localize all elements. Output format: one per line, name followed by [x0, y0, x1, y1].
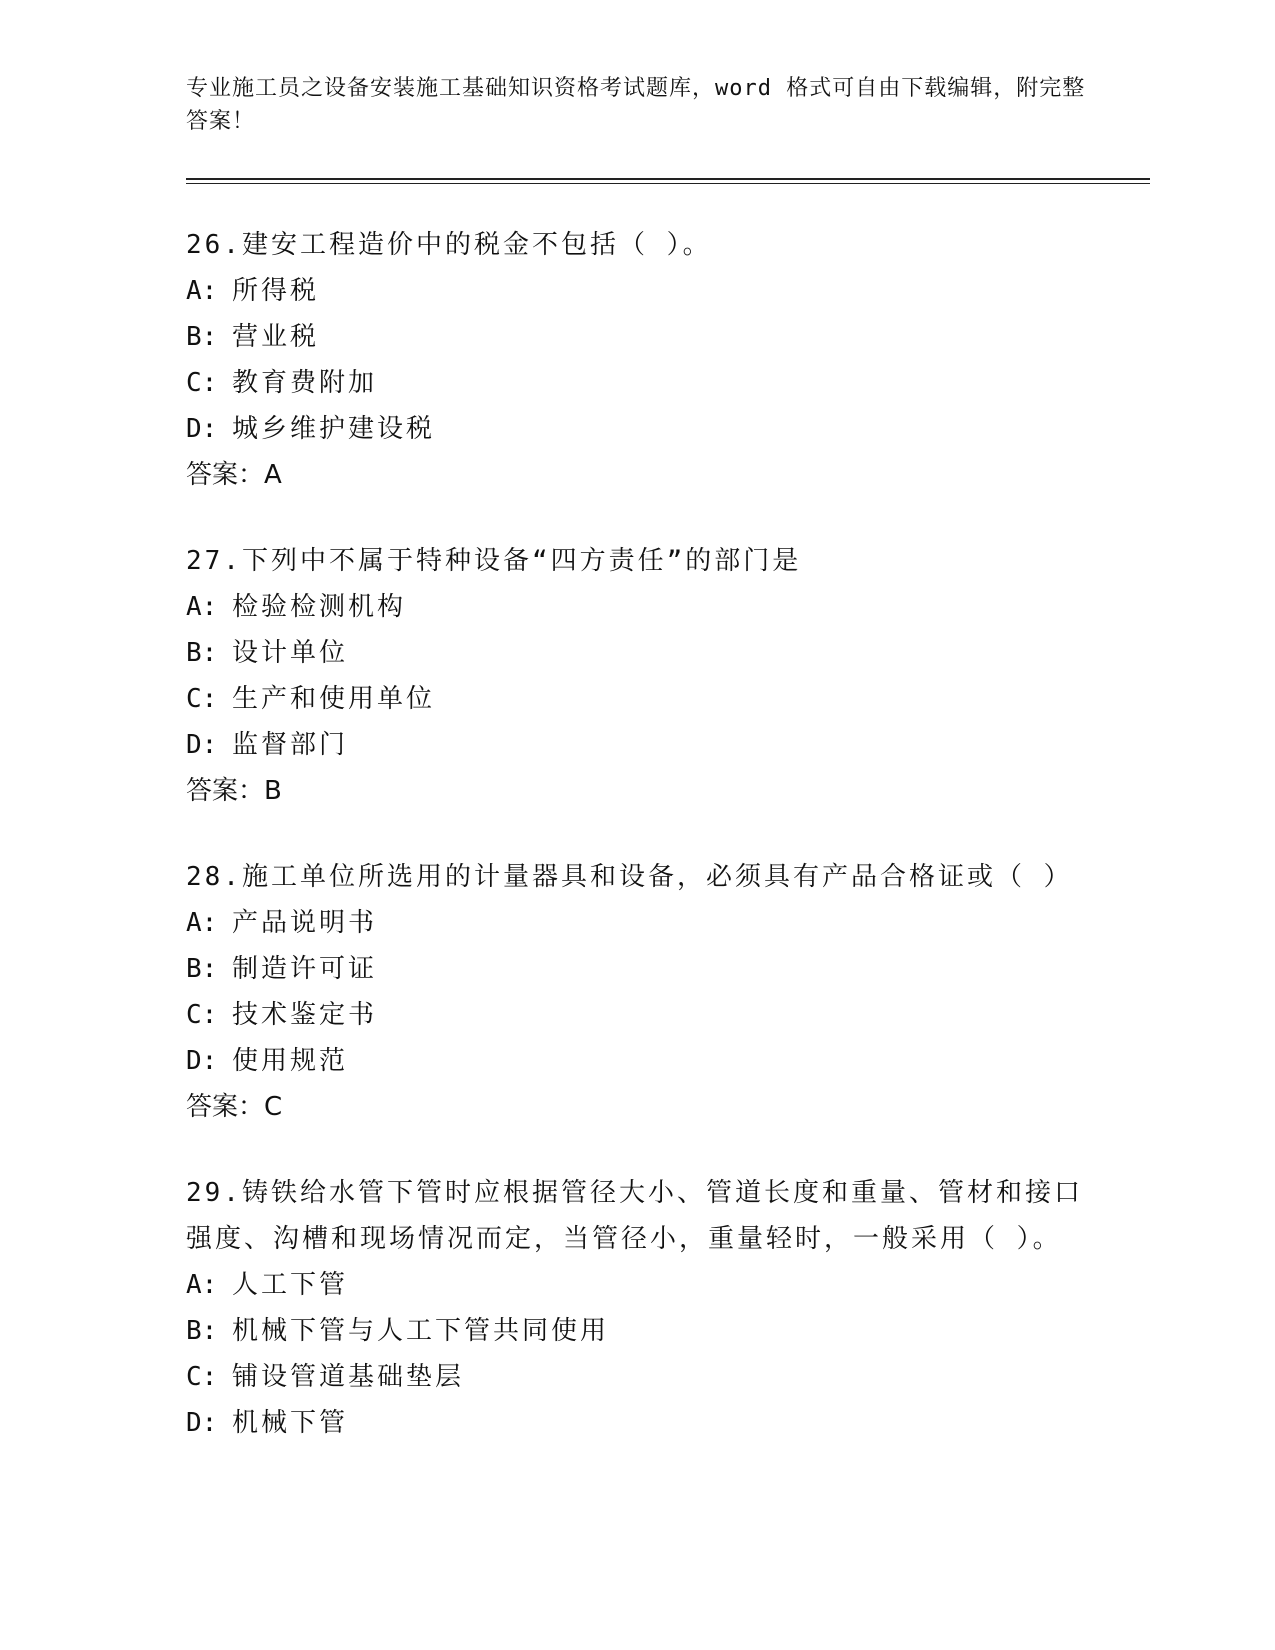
- option-b: [186, 946, 1086, 992]
- option-text: 人工下管: [232, 1270, 349, 1300]
- question-stem: 29.铸铁给水管下管时应根据管径大小、管道长度和重量、管材和接口强度、沟槽和现场情况而定，当管径小，重量轻时，一般采用（ ）。: [186, 1178, 1083, 1254]
- option-text: 城乡维护建设税: [232, 414, 436, 444]
- option-a: [186, 268, 1086, 314]
- option-letter: A:: [186, 276, 218, 306]
- answer-text: 答案：A: [186, 460, 282, 490]
- question-27: [186, 538, 1086, 814]
- option-c: [186, 676, 1086, 722]
- option-c: [186, 360, 1086, 406]
- question-stem: 26.建安工程造价中的税金不包括（ ）。: [186, 230, 712, 260]
- option-letter: B:: [186, 954, 218, 984]
- option-a: [186, 900, 1086, 946]
- option-text: 所得税: [232, 276, 320, 306]
- option-d: [186, 1038, 1086, 1084]
- answer-text: 答案：B: [186, 776, 282, 806]
- option-letter: D:: [186, 730, 218, 760]
- question-28: [186, 854, 1086, 1130]
- option-c: [186, 992, 1086, 1038]
- option-text: 生产和使用单位: [232, 684, 436, 714]
- option-letter: C:: [186, 368, 218, 398]
- question-26: [186, 222, 1086, 498]
- question-stem: 27.下列中不属于特种设备“四方责任”的部门是: [186, 546, 802, 576]
- option-text: 使用规范: [232, 1046, 349, 1076]
- option-d: [186, 406, 1086, 452]
- option-letter: D:: [186, 1046, 218, 1076]
- option-a: [186, 1262, 1086, 1308]
- option-letter: C:: [186, 1362, 218, 1392]
- option-text: 监督部门: [232, 730, 349, 760]
- document-header: 专业施工员之设备安装施工基础知识资格考试题库，word 格式可自由下载编辑，附完整答案！: [186, 76, 1086, 134]
- option-letter: B:: [186, 1316, 218, 1346]
- option-a: [186, 584, 1086, 630]
- option-text: 技术鉴定书: [232, 1000, 378, 1030]
- option-b: [186, 630, 1086, 676]
- option-b: [186, 314, 1086, 360]
- option-letter: A:: [186, 1270, 218, 1300]
- option-b: [186, 1308, 1086, 1354]
- option-letter: D:: [186, 414, 218, 444]
- option-text: 检验检测机构: [232, 592, 407, 622]
- option-text: 制造许可证: [232, 954, 378, 984]
- option-letter: A:: [186, 908, 218, 938]
- header-divider: [186, 178, 1150, 180]
- option-text: 营业税: [232, 322, 320, 352]
- answer-text: 答案：C: [186, 1092, 283, 1122]
- option-letter: D:: [186, 1408, 218, 1438]
- option-letter: C:: [186, 684, 218, 714]
- header-divider-thin: [186, 183, 1150, 184]
- question-stem: 28.施工单位所选用的计量器具和设备，必须具有产品合格证或（ ）: [186, 862, 1073, 892]
- option-text: 设计单位: [232, 638, 349, 668]
- option-text: 教育费附加: [232, 368, 378, 398]
- option-text: 产品说明书: [232, 908, 378, 938]
- option-letter: B:: [186, 638, 218, 668]
- option-letter: C:: [186, 1000, 218, 1030]
- option-letter: B:: [186, 322, 218, 352]
- option-c: [186, 1354, 1086, 1400]
- option-text: 铺设管道基础垫层: [232, 1362, 465, 1392]
- option-text: 机械下管与人工下管共同使用: [232, 1316, 610, 1346]
- question-29: [186, 1170, 1086, 1446]
- option-text: 机械下管: [232, 1408, 349, 1438]
- option-d: [186, 1400, 1086, 1446]
- option-d: [186, 722, 1086, 768]
- option-letter: A:: [186, 592, 218, 622]
